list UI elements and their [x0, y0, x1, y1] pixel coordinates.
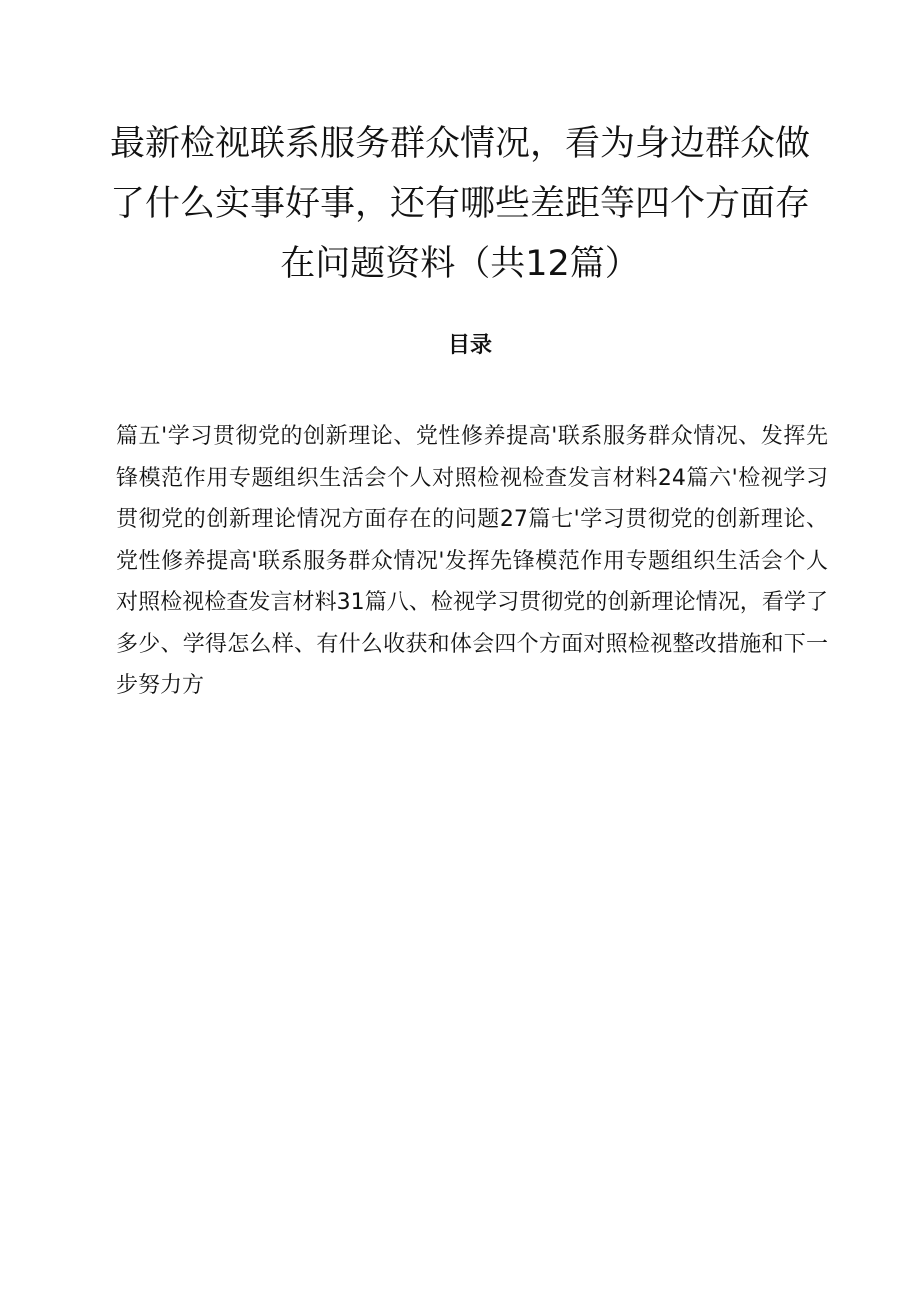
document-title: 最新检视联系服务群众情况，看为身边群众做了什么实事好事，还有哪些差距等四个方面存在问题资料（共12篇）	[110, 124, 811, 284]
toc-heading: 目录	[447, 333, 492, 358]
toc-text: 篇五'学习贯彻党的创新理论、党性修养提高'联系服务群众情况、发挥先锋模范作用专题组织生活会个人对照检视检查发言材料24篇六'检视学习贯彻党的创新理论情况方面存在的问题27篇七'学习贯彻党的创新理论、党性修养提高'联系服务群众情况'发挥先锋模范作用专题组织生活会个人对照检视检查发言材料31篇八、检视学习贯彻党的创新理论情况，看学了多少、学得怎么样、有什么收获和体会四个方面对照检视整改措施和下一步努力方	[116, 424, 828, 698]
